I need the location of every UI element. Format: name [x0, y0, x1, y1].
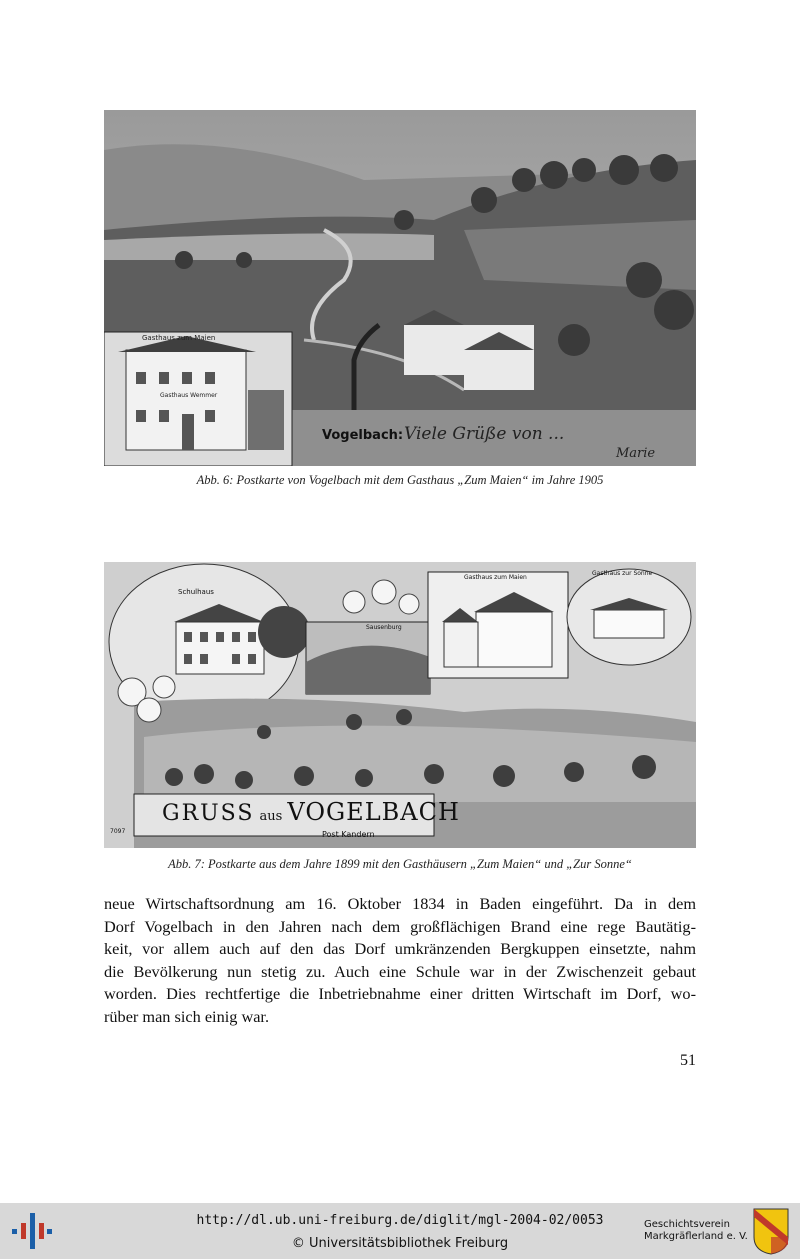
place-label: Vogelbach: [322, 428, 404, 443]
postcard-photo-1905 [104, 110, 696, 466]
footer-url-link[interactable]: http://dl.ub.uni-freiburg.de/diglit/mgl-2004-02/0053 [196, 1213, 604, 1228]
greeting-gruss: GRUSS [162, 801, 255, 826]
label-gasthaus-sonne: Gasthaus zur Sonne [592, 570, 653, 577]
body-paragraph [104, 893, 696, 1029]
footer-org-line2: Markgräflerland e. V. [644, 1231, 748, 1242]
body-line: die Bevölkerung nun stetig zu. Auch eine Schule war in der Zwischenzeit gebaut [104, 961, 696, 981]
footer-bar [0, 1203, 800, 1259]
body-line: worden. Dies rechtfertige die Inbetriebnahme einer dritten Wirtschaft im Dorf, wo- [104, 984, 696, 1004]
label-gasthaus-maien: Gasthaus zum Maien [464, 574, 527, 581]
sign-label: Gasthaus Wemmer [160, 392, 218, 399]
greeting-place: VOGELBACH [287, 798, 460, 826]
footer-org-line1: Geschichtsverein [644, 1219, 730, 1230]
figure-caption-1: Abb. 6: Postkarte von Vogelbach mit dem Gasthaus „Zum Maien“ im Jahre 1905 [196, 473, 604, 487]
inset-label: Gasthaus zum Maien [142, 334, 216, 342]
body-line: neue Wirtschaftsordnung am 16. Oktober 1834 in Baden eingeführt. Da in dem [104, 894, 696, 913]
greeting-block [162, 798, 460, 826]
page-number: 51 [680, 1052, 696, 1069]
greeting-aus: aus [259, 809, 283, 824]
coat-of-arms-icon [752, 1207, 790, 1255]
footer-org-name [644, 1219, 748, 1243]
label-schulhaus: Schulhaus [178, 588, 214, 596]
postcard-lithograph-1899 [104, 562, 696, 848]
card-number: 7097 [110, 828, 126, 835]
body-line: rüber man sich einig war. [104, 1006, 270, 1026]
footer-copyright: © Universitätsbibliothek Freiburg [291, 1236, 509, 1251]
body-line: Dorf Vogelbach in den Jahren nach dem großflächigen Brand eine rege Bautätig- [104, 916, 696, 936]
handwriting-signature: Marie [616, 446, 656, 461]
body-line: keit, vor allem auch auf den das Dorf umkränzenden Bergkuppen einsetzte, nahm [104, 939, 696, 959]
label-sausenburg: Sausenburg [366, 624, 402, 631]
handwriting-greeting: Viele Grüße von ... [404, 424, 565, 444]
figure-caption-2: Abb. 7: Postkarte aus dem Jahre 1899 mit den Gasthäusern „Zum Maien“ und „Zur Sonne“ [168, 857, 632, 871]
post-label: Post Kandern [322, 830, 375, 839]
